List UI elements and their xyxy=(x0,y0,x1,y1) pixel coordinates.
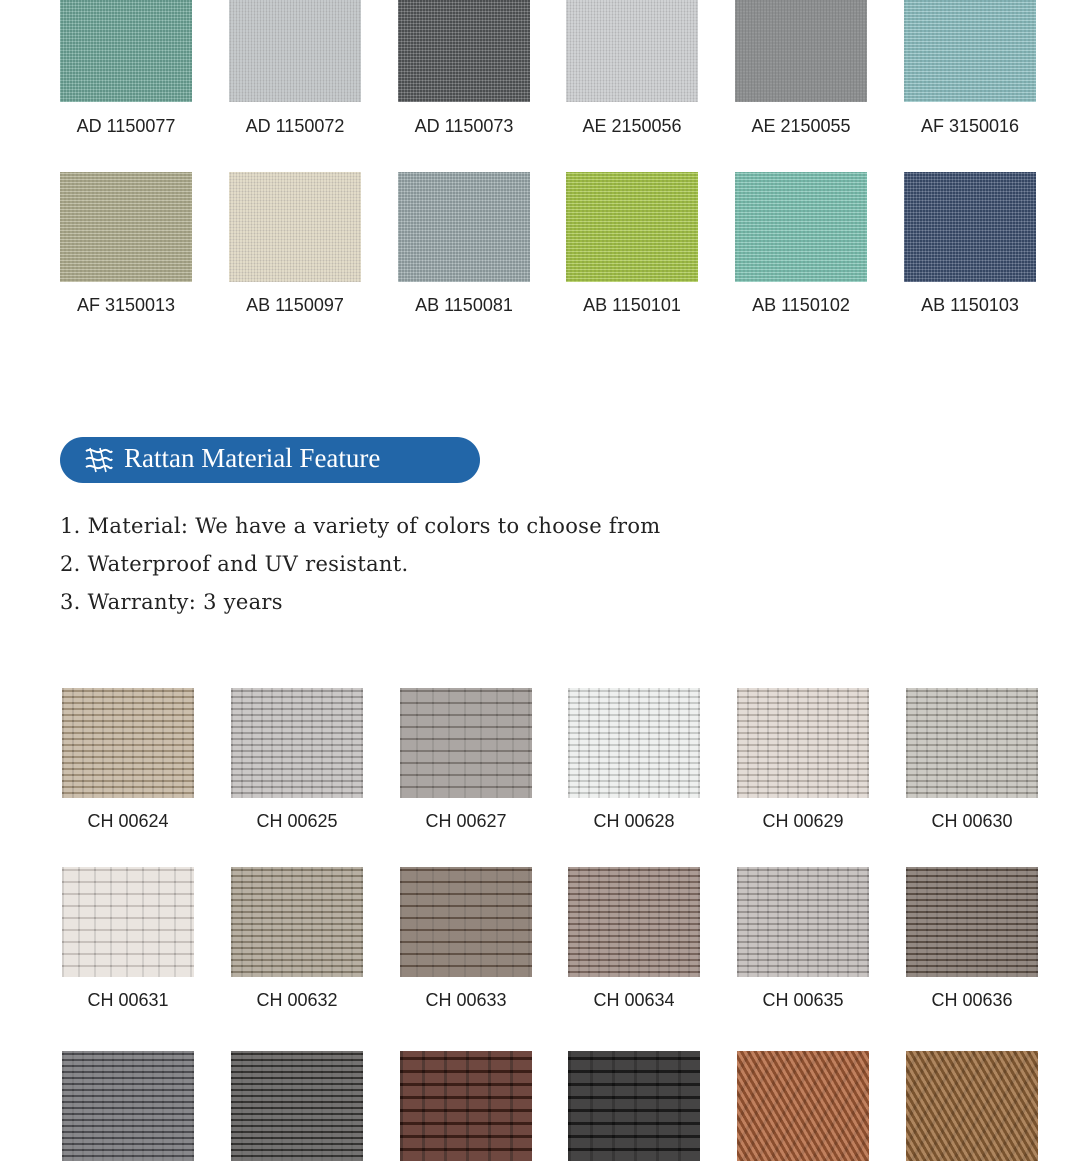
rattan-swatch[interactable] xyxy=(906,1051,1038,1161)
fabric-swatch-ab-1150103[interactable] xyxy=(904,172,1036,282)
fabric-swatch-af-3150016[interactable] xyxy=(904,0,1036,102)
rattan-swatch-code: CH 00636 xyxy=(931,990,1013,1010)
fabric-swatch-code: AB 1150097 xyxy=(246,295,344,315)
feature-item: 2. Waterproof and UV resistant. xyxy=(60,552,409,576)
fabric-swatch-ad-1150073[interactable] xyxy=(398,0,530,102)
rattan-swatch-ch-00625[interactable] xyxy=(231,688,363,798)
fabric-swatch-code: AD 1150077 xyxy=(76,116,176,136)
rattan-swatch-code: CH 00635 xyxy=(762,990,844,1010)
fabric-swatch-af-3150013[interactable] xyxy=(60,172,192,282)
fabric-swatch-ae-2150055[interactable] xyxy=(735,0,867,102)
fabric-swatch-code: AB 1150102 xyxy=(752,295,850,315)
fabric-swatch-code: AF 3150013 xyxy=(76,295,176,315)
fabric-swatch-code: AB 1150081 xyxy=(415,295,513,315)
fabric-swatch-ad-1150072[interactable] xyxy=(229,0,361,102)
rattan-swatch-ch-00624[interactable] xyxy=(62,688,194,798)
rattan-swatch-ch-00628[interactable] xyxy=(568,688,700,798)
fabric-swatch-ad-1150077[interactable] xyxy=(60,0,192,102)
rattan-swatch[interactable] xyxy=(400,1051,532,1161)
rattan-swatch-ch-00627[interactable] xyxy=(400,688,532,798)
rattan-swatch-code: CH 00633 xyxy=(425,990,507,1010)
rattan-swatch-code: CH 00629 xyxy=(762,811,844,831)
rattan-swatch-ch-00632[interactable] xyxy=(231,867,363,977)
rattan-swatch-code: CH 00625 xyxy=(256,811,338,831)
rattan-swatch[interactable] xyxy=(62,1051,194,1161)
rattan-swatch-code: CH 00631 xyxy=(87,990,169,1010)
rattan-weave-icon xyxy=(82,445,114,475)
rattan-swatch-code: CH 00632 xyxy=(256,990,338,1010)
rattan-swatch-code: CH 00628 xyxy=(593,811,675,831)
fabric-swatch-ab-1150101[interactable] xyxy=(566,172,698,282)
feature-item: 1. Material: We have a variety of colors to choose from xyxy=(60,514,661,538)
rattan-swatch-ch-00634[interactable] xyxy=(568,867,700,977)
fabric-swatch-code: AB 1150101 xyxy=(583,295,681,315)
rattan-swatch-ch-00629[interactable] xyxy=(737,688,869,798)
section-header-pill xyxy=(60,437,480,483)
rattan-swatch[interactable] xyxy=(568,1051,700,1161)
feature-item: 3. Warranty: 3 years xyxy=(60,590,283,614)
rattan-swatch-ch-00636[interactable] xyxy=(906,867,1038,977)
rattan-swatch-code: CH 00624 xyxy=(87,811,169,831)
fabric-swatch-code: AD 1150072 xyxy=(245,116,345,136)
rattan-swatch-ch-00635[interactable] xyxy=(737,867,869,977)
fabric-swatch-code: AE 2150055 xyxy=(751,116,851,136)
rattan-swatch-code: CH 00630 xyxy=(931,811,1013,831)
rattan-swatch-code: CH 00627 xyxy=(425,811,507,831)
fabric-swatch-ab-1150081[interactable] xyxy=(398,172,530,282)
fabric-swatch-ab-1150102[interactable] xyxy=(735,172,867,282)
fabric-swatch-ab-1150097[interactable] xyxy=(229,172,361,282)
rattan-swatch-ch-00633[interactable] xyxy=(400,867,532,977)
fabric-swatch-code: AF 3150016 xyxy=(920,116,1020,136)
fabric-swatch-code: AE 2150056 xyxy=(582,116,682,136)
rattan-swatch-code: CH 00634 xyxy=(593,990,675,1010)
fabric-swatch-ae-2150056[interactable] xyxy=(566,0,698,102)
rattan-swatch-ch-00630[interactable] xyxy=(906,688,1038,798)
rattan-swatch-ch-00631[interactable] xyxy=(62,867,194,977)
rattan-swatch[interactable] xyxy=(231,1051,363,1161)
fabric-swatch-code: AD 1150073 xyxy=(414,116,514,136)
rattan-swatch[interactable] xyxy=(737,1051,869,1161)
section-title: Rattan Material Feature xyxy=(124,443,381,473)
fabric-swatch-code: AB 1150103 xyxy=(921,295,1019,315)
